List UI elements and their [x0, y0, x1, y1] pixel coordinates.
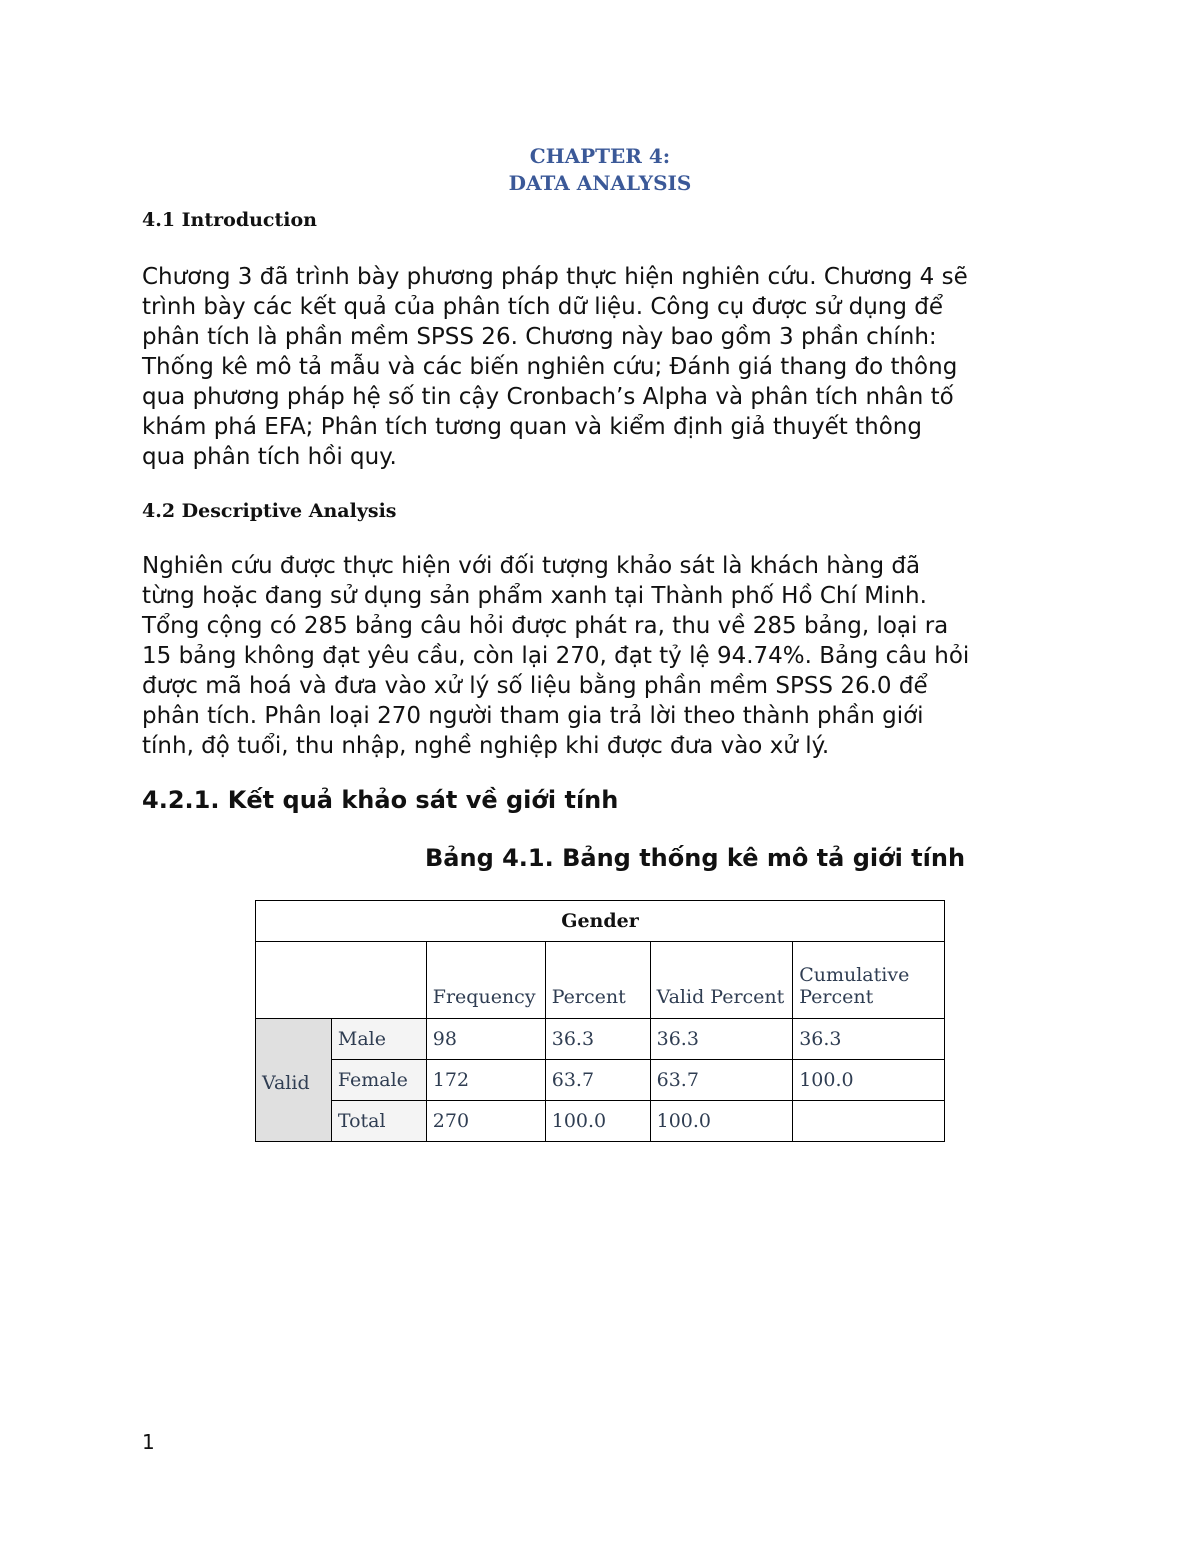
chapter-name: DATA ANALYSIS — [508, 171, 692, 195]
header-percent: Percent — [545, 942, 650, 1019]
row-label: Male — [331, 1019, 426, 1060]
header-cumulative-line1: Cumulative — [799, 964, 910, 986]
table-row — [256, 1101, 945, 1142]
row-label: Total — [331, 1101, 426, 1142]
paragraph-line: qua phân tích hồi quy. — [142, 444, 397, 470]
group-label-valid: Valid — [256, 1019, 332, 1142]
paragraph-line: 15 bảng không đạt yêu cầu, còn lại 270, đạt tỷ lệ 94.74%. Bảng câu hỏi — [142, 643, 970, 669]
cell-cumulative: 100.0 — [793, 1060, 945, 1101]
cell-valid-percent: 63.7 — [650, 1060, 793, 1101]
page-number: 1 — [142, 1430, 155, 1454]
cell-percent: 36.3 — [545, 1019, 650, 1060]
paragraph-line: Thống kê mô tả mẫu và các biến nghiên cứu; Đánh giá thang đo thông — [142, 354, 958, 380]
paragraph-line: được mã hoá và đưa vào xử lý số liệu bằng phần mềm SPSS 26.0 để — [142, 673, 928, 699]
table-header-row — [256, 942, 945, 1019]
paragraph-line: khám phá EFA; Phân tích tương quan và kiểm định giả thuyết thông — [142, 414, 922, 440]
row-label: Female — [331, 1060, 426, 1101]
table-row — [256, 1019, 945, 1060]
gender-table — [255, 900, 945, 1142]
subsection-heading-gender: 4.2.1. Kết quả khảo sát về giới tính — [142, 786, 619, 814]
paragraph-line: Nghiên cứu được thực hiện với đối tượng khảo sát là khách hàng đã — [142, 553, 921, 579]
table-title: Gender — [256, 901, 945, 942]
cell-percent: 63.7 — [545, 1060, 650, 1101]
section-heading-introduction: 4.1 Introduction — [142, 209, 317, 231]
paragraph-line: phân tích là phần mềm SPSS 26. Chương này bao gồm 3 phần chính: — [142, 324, 937, 350]
paragraph-line: trình bày các kết quả của phân tích dữ liệu. Công cụ được sử dụng để — [142, 294, 944, 320]
cell-frequency: 270 — [426, 1101, 545, 1142]
descriptive-paragraph — [142, 551, 1082, 761]
cell-frequency: 172 — [426, 1060, 545, 1101]
table-caption: Bảng 4.1. Bảng thống kê mô tả giới tính — [425, 844, 966, 872]
paragraph-line: từng hoặc đang sử dụng sản phẩm xanh tại Thành phố Hồ Chí Minh. — [142, 583, 927, 609]
header-valid-percent: Valid Percent — [650, 942, 793, 1019]
cell-cumulative — [793, 1101, 945, 1142]
cell-frequency: 98 — [426, 1019, 545, 1060]
cell-cumulative: 36.3 — [793, 1019, 945, 1060]
header-frequency: Frequency — [426, 942, 545, 1019]
paragraph-line: tính, độ tuổi, thu nhập, nghề nghiệp khi được đưa vào xử lý. — [142, 733, 830, 759]
table-row — [256, 1060, 945, 1101]
paragraph-line: phân tích. Phân loại 270 người tham gia trả lời theo thành phần giới — [142, 703, 924, 729]
cell-percent: 100.0 — [545, 1101, 650, 1142]
introduction-paragraph — [142, 262, 1082, 472]
paragraph-line: qua phương pháp hệ số tin cậy Cronbach’s Alpha và phân tích nhân tố — [142, 384, 954, 410]
header-cumulative-line2: Percent — [799, 986, 874, 1008]
chapter-title — [0, 143, 1200, 197]
table-title-row — [256, 901, 945, 942]
cell-valid-percent: 36.3 — [650, 1019, 793, 1060]
header-empty-cell — [256, 942, 427, 1019]
paragraph-line: Tổng cộng có 285 bảng câu hỏi được phát ra, thu về 285 bảng, loại ra — [142, 613, 949, 639]
cell-valid-percent: 100.0 — [650, 1101, 793, 1142]
section-heading-descriptive: 4.2 Descriptive Analysis — [142, 500, 397, 522]
header-cumulative-percent — [793, 942, 945, 1019]
chapter-number: CHAPTER 4: — [529, 144, 671, 168]
paragraph-line: Chương 3 đã trình bày phương pháp thực hiện nghiên cứu. Chương 4 sẽ — [142, 264, 968, 290]
